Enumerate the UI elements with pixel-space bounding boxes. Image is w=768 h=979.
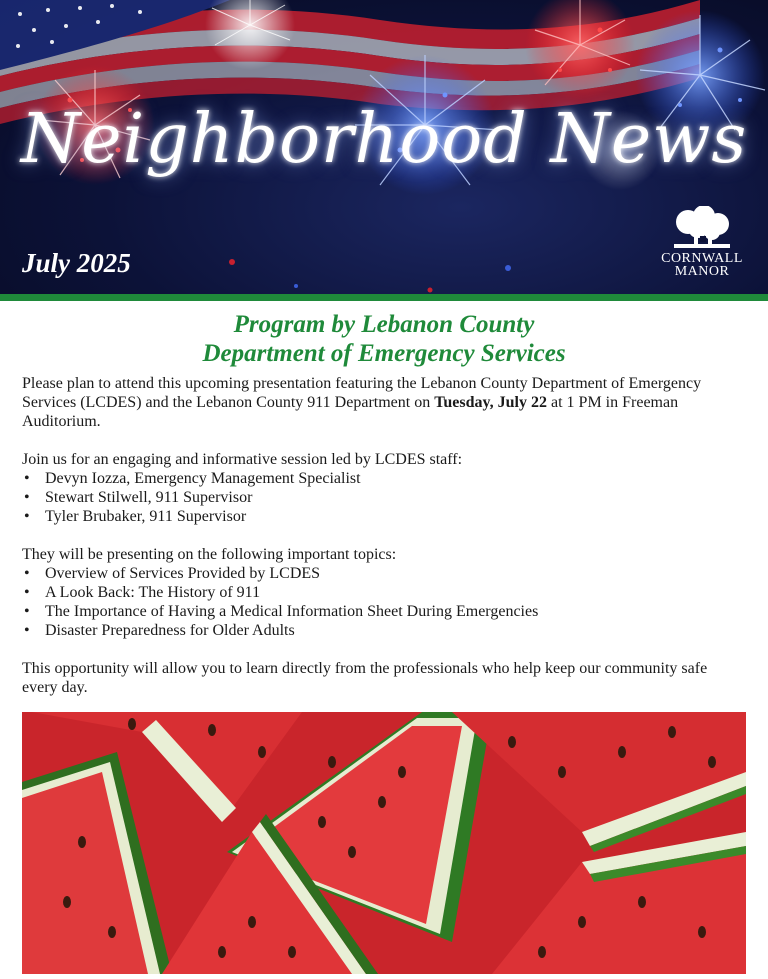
staff-intro: Join us for an engaging and informative session led by LCDES staff: xyxy=(22,451,463,468)
watermelon-slices-photo xyxy=(22,712,746,974)
list-item: • The Importance of Having a Medical Information Sheet During Emergencies xyxy=(22,602,746,621)
intro-text: Please plan to attend this upcoming presentation featuring the Lebanon County Department of Emergency Services (LCDES) and the Lebanon County 911 Department on xyxy=(22,375,702,411)
list-item: • Overview of Services Provided by LCDES xyxy=(22,564,746,583)
intro-paragraph xyxy=(22,374,746,431)
tree-logo-icon xyxy=(660,206,744,252)
header-divider xyxy=(0,294,768,301)
closing-paragraph: This opportunity will allow you to learn directly from the professionals who help keep our community safe every day. xyxy=(22,660,708,696)
newsletter-title: Neighborhood News xyxy=(20,100,748,179)
list-item: • Disaster Preparedness for Older Adults xyxy=(22,621,746,640)
list-item: • Tyler Brubaker, 911 Supervisor xyxy=(22,507,746,526)
watermelon-illustration xyxy=(22,712,746,974)
intro-text-end: at 1 PM in Freeman Auditorium. xyxy=(22,394,679,430)
article-headline xyxy=(0,310,768,368)
cornwall-manor-logo xyxy=(660,206,744,282)
header-banner xyxy=(0,0,768,296)
list-item: • Devyn Iozza, Emergency Management Specialist xyxy=(22,469,746,488)
headline-line-1: Program by Lebanon County xyxy=(233,311,535,338)
staff-list xyxy=(22,469,746,526)
logo-text: CORNWALL MANOR xyxy=(661,251,743,279)
list-item: • A Look Back: The History of 911 xyxy=(22,583,746,602)
list-item: • Stewart Stilwell, 911 Supervisor xyxy=(22,488,746,507)
topics-list xyxy=(22,564,746,640)
topics-intro: They will be presenting on the following important topics: xyxy=(22,546,397,563)
article-body xyxy=(22,374,746,697)
event-date: Tuesday, July 22 xyxy=(434,394,547,411)
issue-date: July 2025 xyxy=(22,248,131,278)
headline-line-2: Department of Emergency Services xyxy=(202,340,566,367)
